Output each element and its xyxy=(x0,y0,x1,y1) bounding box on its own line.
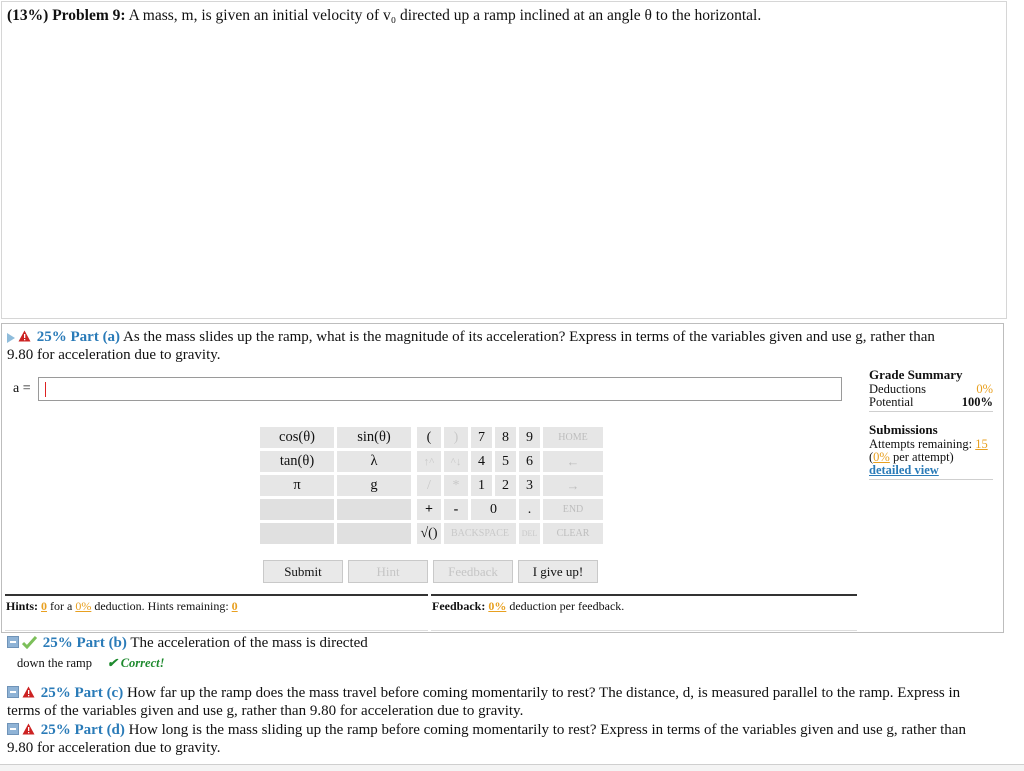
key-0[interactable]: 0 xyxy=(470,498,517,521)
key-home[interactable]: HOME xyxy=(542,426,604,449)
feedback-pct: 0% xyxy=(488,599,507,613)
key-decimal[interactable]: . xyxy=(518,498,541,521)
part-a-question-line1: As the mass slides up the ramp, what is the magnitude of its acceleration? Express in terms of the variables given and use g, rather than xyxy=(123,329,935,345)
part-a-percent: 25% xyxy=(36,329,67,345)
grade-summary xyxy=(869,367,993,480)
problem-text: A mass, m, is given an initial velocity of v₀ directed up a ramp inclined at an angle θ to the horizontal. xyxy=(128,7,762,24)
collapse-icon[interactable] xyxy=(7,723,19,735)
part-b-header xyxy=(7,634,368,654)
text-cursor xyxy=(45,382,46,397)
key-2[interactable]: 2 xyxy=(494,474,517,497)
part-a-label[interactable]: Part (a) xyxy=(70,329,121,345)
key-empty xyxy=(259,498,335,521)
key-left-arrow[interactable]: ← xyxy=(542,450,604,473)
key-multiply[interactable]: * xyxy=(443,474,469,497)
grade-summary-title: Grade Summary xyxy=(869,367,963,382)
submissions-title: Submissions xyxy=(869,422,938,437)
warning-icon xyxy=(22,686,35,698)
attempts-value: 15 xyxy=(975,437,988,451)
feedback-text xyxy=(432,599,624,614)
part-c-question-line2: terms of the variables given and use g, rather than 9.80 for acceleration due to gravity. xyxy=(7,703,524,719)
submit-button[interactable]: Submit xyxy=(263,560,343,583)
hints-pct: 0% xyxy=(75,599,92,613)
part-a-question-line2: 9.80 for acceleration due to gravity. xyxy=(7,347,221,363)
part-c-question-line1: How far up the ramp does the mass travel before coming momentarily to rest? The distance, d, is measured parallel to the ramp. Express in xyxy=(126,685,961,701)
potential-row xyxy=(869,396,993,409)
key-8[interactable]: 8 xyxy=(494,426,517,449)
hints-for-a: for a xyxy=(50,599,73,613)
potential-label: Potential xyxy=(869,395,914,409)
key-clear[interactable]: CLEAR xyxy=(542,522,604,545)
part-d-question-line2: 9.80 for acceleration due to gravity. xyxy=(7,740,221,756)
collapse-icon[interactable] xyxy=(7,686,19,698)
open-paren: ( xyxy=(869,450,874,464)
correct-status: ✔ Correct! xyxy=(107,656,165,670)
part-d-percent: 25% xyxy=(40,722,71,738)
part-c-percent: 25% xyxy=(40,685,71,701)
key-lambda[interactable]: λ xyxy=(336,450,412,473)
part-a-header xyxy=(7,328,997,364)
part-d-header xyxy=(7,721,1005,757)
hints-tail: deduction. Hints remaining: xyxy=(94,599,229,613)
page-bottom-edge xyxy=(0,764,1024,771)
give-up-button[interactable]: I give up! xyxy=(518,560,598,583)
key-sqrt[interactable]: √() xyxy=(416,522,442,545)
per-attempt-text: per attempt) xyxy=(892,450,954,464)
expand-arrow-icon[interactable] xyxy=(7,333,15,343)
key-superscript[interactable]: ↑^ xyxy=(416,450,442,473)
hints-bar xyxy=(5,594,428,631)
key-empty xyxy=(259,522,335,545)
key-7[interactable]: 7 xyxy=(470,426,493,449)
warning-icon xyxy=(18,330,31,342)
part-b-label[interactable]: Part (b) xyxy=(76,635,127,651)
hints-label: Hints: xyxy=(6,599,39,613)
part-b-answer-row xyxy=(17,655,164,671)
key-minus[interactable]: - xyxy=(443,498,469,521)
part-d-question-line1: How long is the mass sliding up the ramp before coming momentarily to rest? Express in terms of the variables given and use g, rather than xyxy=(128,722,966,738)
answer-label: a = xyxy=(13,381,31,396)
key-sin[interactable]: sin(θ) xyxy=(336,426,412,449)
part-d-label[interactable]: Part (d) xyxy=(74,722,125,738)
key-open-paren[interactable]: ( xyxy=(416,426,442,449)
key-cos[interactable]: cos(θ) xyxy=(259,426,335,449)
problem-weight: (13%) xyxy=(7,7,49,24)
key-backspace[interactable]: BACKSPACE xyxy=(443,522,517,545)
feedback-bar xyxy=(431,594,857,631)
problem-panel xyxy=(1,1,1007,319)
divider xyxy=(869,479,993,480)
key-9[interactable]: 9 xyxy=(518,426,541,449)
detailed-view-link[interactable]: detailed view xyxy=(869,463,939,477)
part-b-answer: down the ramp xyxy=(17,656,92,670)
check-icon xyxy=(22,636,37,654)
key-end[interactable]: END xyxy=(542,498,604,521)
key-close-paren[interactable]: ) xyxy=(443,426,469,449)
key-subscript[interactable]: ^↓ xyxy=(443,450,469,473)
attempts-label: Attempts remaining: xyxy=(869,437,973,451)
key-pi[interactable]: π xyxy=(259,474,335,497)
divider xyxy=(869,411,993,412)
problem-statement xyxy=(7,7,761,25)
part-c-header xyxy=(7,684,1005,720)
key-plus[interactable]: + xyxy=(416,498,442,521)
potential-value: 100% xyxy=(961,395,993,409)
hint-button[interactable]: Hint xyxy=(348,560,428,583)
warning-icon xyxy=(22,723,35,735)
math-keypad xyxy=(259,426,605,546)
deductions-value: 0% xyxy=(976,382,993,396)
key-5[interactable]: 5 xyxy=(494,450,517,473)
answer-input[interactable] xyxy=(38,377,842,401)
key-6[interactable]: 6 xyxy=(518,450,541,473)
key-right-arrow[interactable]: → xyxy=(542,474,604,497)
key-tan[interactable]: tan(θ) xyxy=(259,450,335,473)
hints-text xyxy=(6,599,238,614)
part-b-percent: 25% xyxy=(42,635,73,651)
per-attempt-pct: 0% xyxy=(873,450,890,464)
problem-title: Problem 9: xyxy=(52,7,126,24)
collapse-icon[interactable] xyxy=(7,636,19,648)
hints-remaining: 0 xyxy=(231,599,238,613)
key-empty xyxy=(336,498,412,521)
part-b-question: The acceleration of the mass is directed xyxy=(130,635,368,651)
key-del[interactable]: DEL xyxy=(518,522,541,545)
deductions-label: Deductions xyxy=(869,382,926,396)
hints-count: 0 xyxy=(41,599,48,613)
key-4[interactable]: 4 xyxy=(470,450,493,473)
part-c-label[interactable]: Part (c) xyxy=(74,685,124,701)
feedback-button[interactable]: Feedback xyxy=(433,560,513,583)
key-3[interactable]: 3 xyxy=(518,474,541,497)
feedback-tail: deduction per feedback. xyxy=(509,599,625,613)
key-1[interactable]: 1 xyxy=(470,474,493,497)
key-empty xyxy=(336,522,412,545)
feedback-label: Feedback: xyxy=(432,599,486,613)
key-divide[interactable]: / xyxy=(416,474,442,497)
key-g[interactable]: g xyxy=(336,474,412,497)
